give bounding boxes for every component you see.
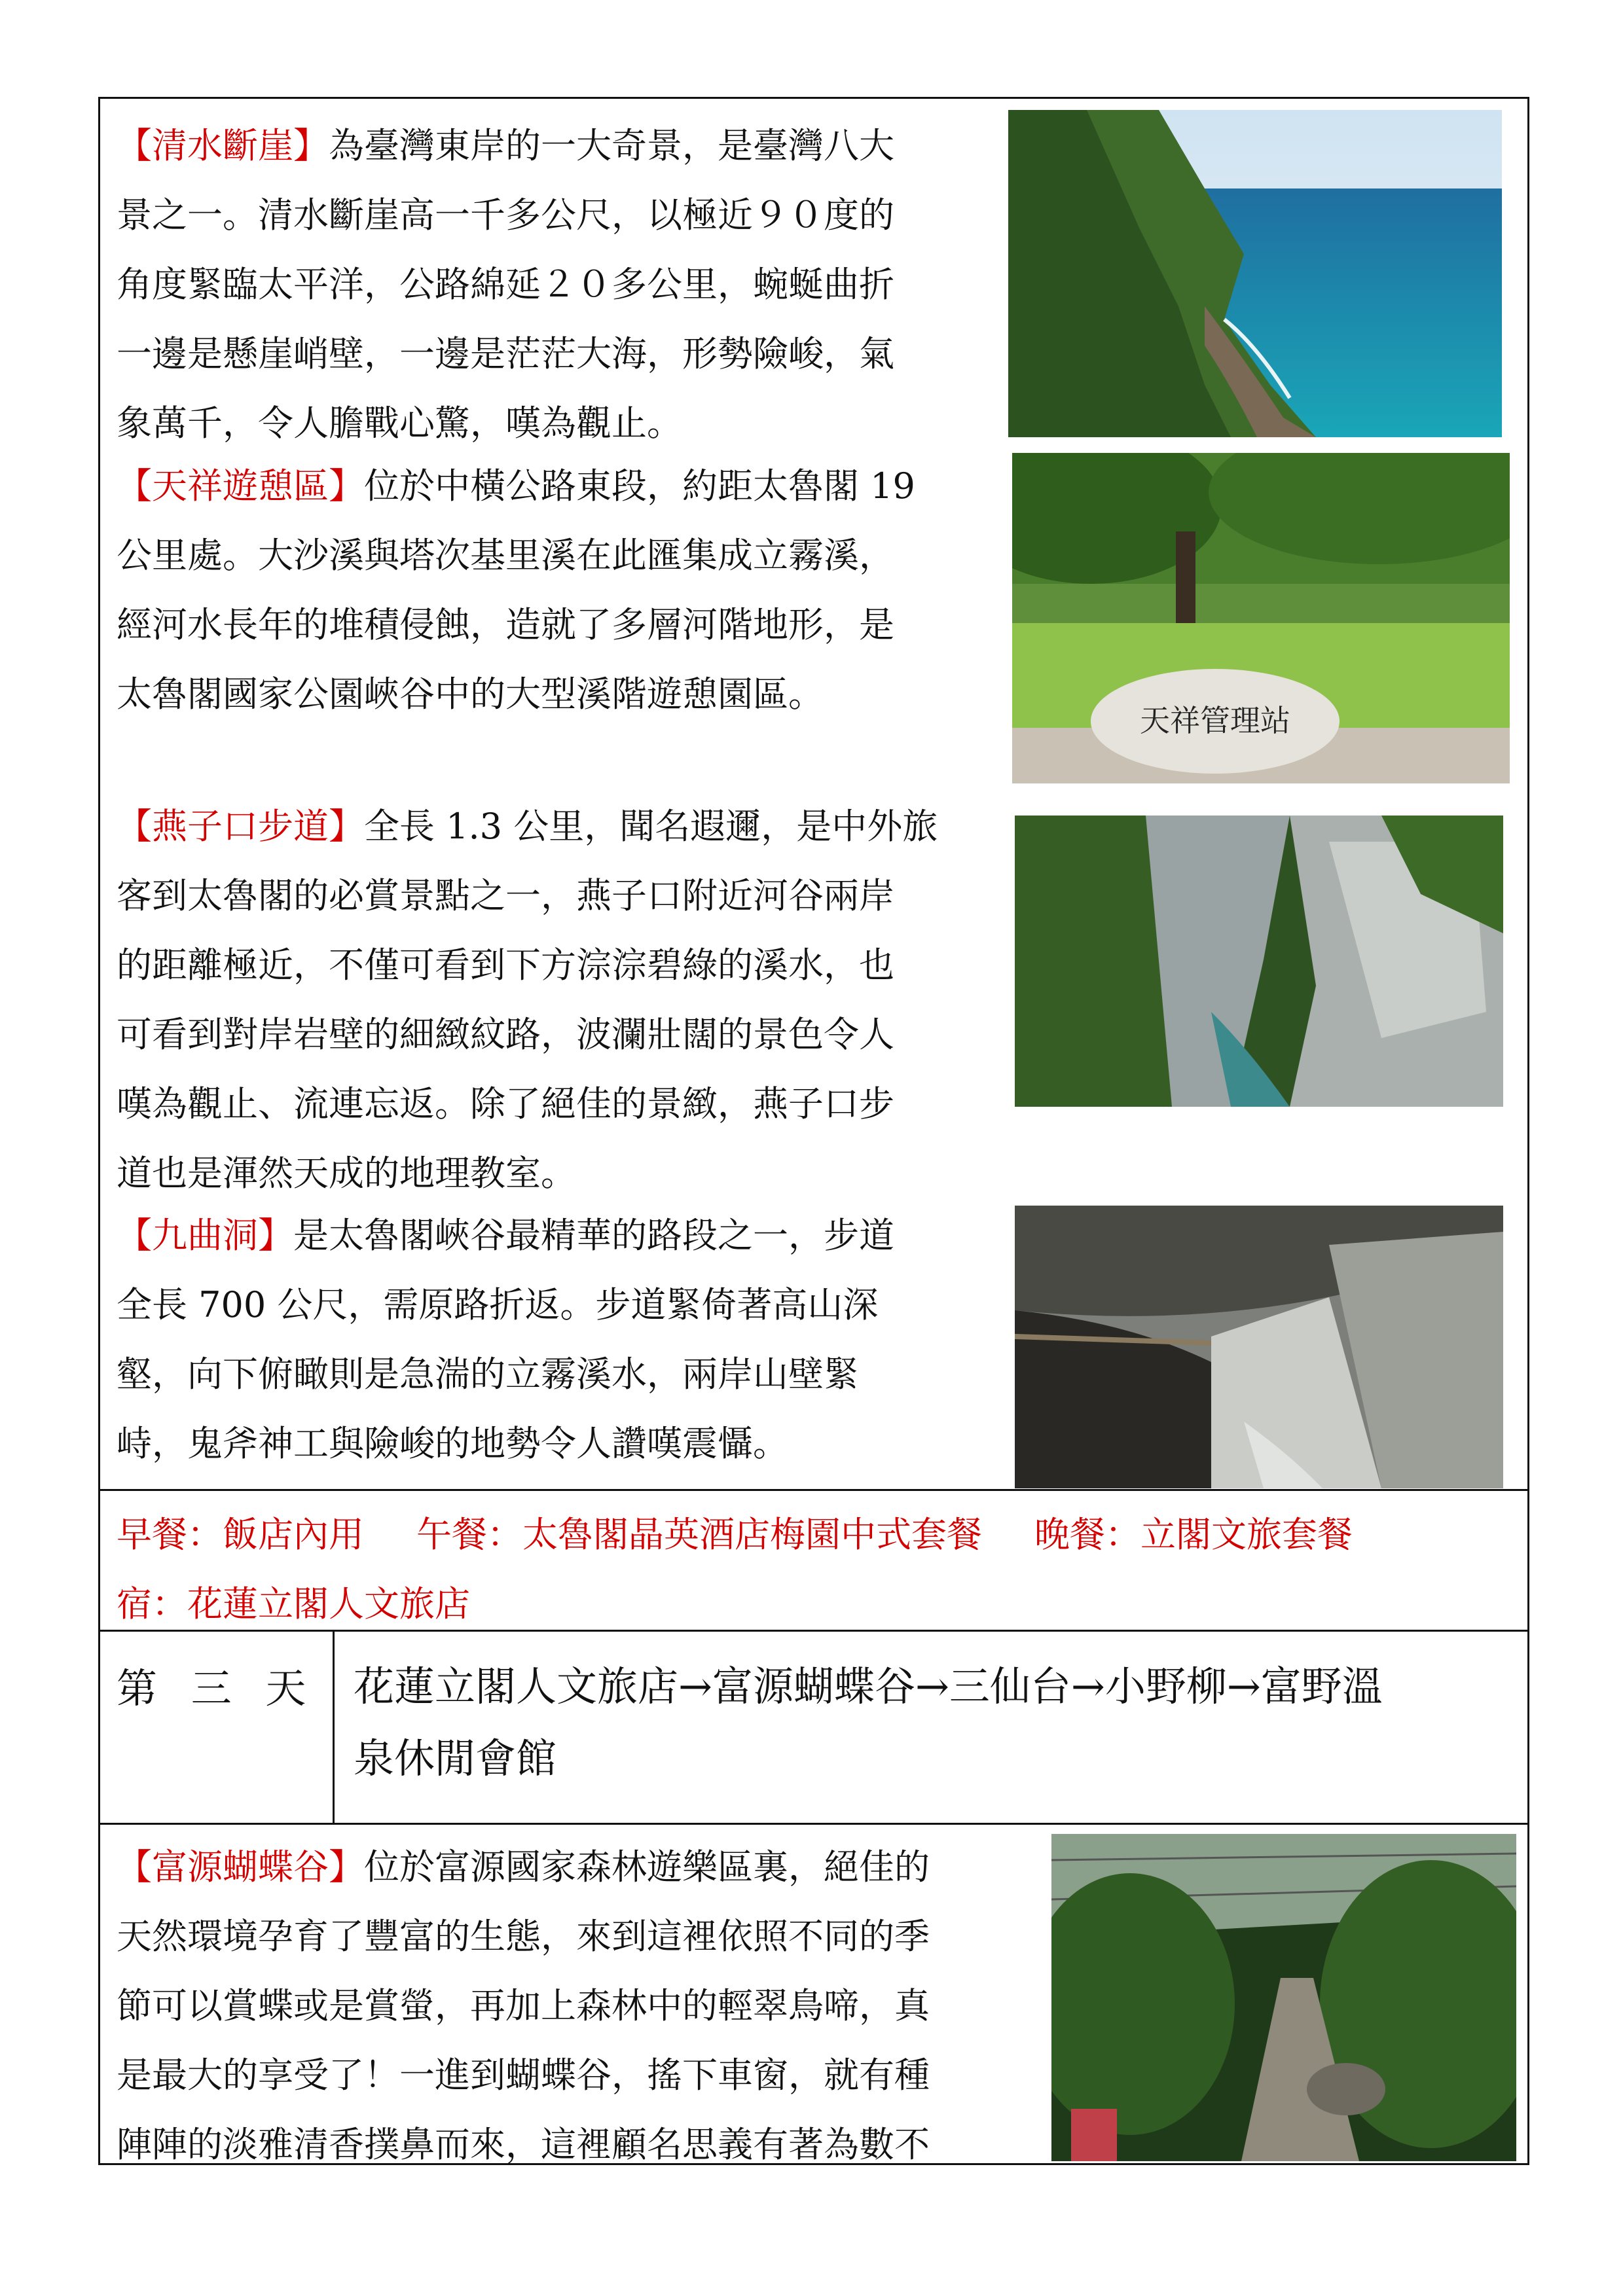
section-jiuqudong [117, 1201, 894, 1479]
text-line: 景之一。清水斷崖高一千多公尺，以極近９０度的 [117, 194, 894, 236]
section-title: 【富源蝴蝶谷】 [117, 1846, 364, 1888]
breakfast-text: 早餐：飯店內用 [117, 1514, 364, 1555]
section-qingshui [117, 111, 894, 458]
dinner-text: 晚餐：立閣文旅套餐 [1034, 1514, 1353, 1555]
text-line: 經河水長年的堆積侵蝕，造就了多層河階地形，是 [117, 604, 894, 645]
photo-qingshui-cliff [1008, 110, 1502, 437]
text-line: 太魯閣國家公園峽谷中的大型溪階遊憩園區。 [117, 673, 824, 715]
text-line: 可看到對岸岩壁的細緻紋路，波瀾壯闊的景色令人 [117, 1014, 894, 1055]
photo-jiuqudong-tunnel [1015, 1206, 1503, 1488]
text-line: 客到太魯閣的必賞景點之一，燕子口附近河谷兩岸 [117, 875, 894, 916]
text-line: 為臺灣東岸的一大奇景，是臺灣八大 [329, 125, 894, 166]
text-line: 壑，向下俯瞰則是急湍的立霧溪水，兩岸山壁緊 [117, 1354, 859, 1395]
row-divider-meals [98, 1489, 1529, 1491]
meals-row [117, 1500, 1511, 1639]
text-line: 位於中橫公路東段，約距太魯閣 19 [364, 465, 915, 507]
text-line: 節可以賞蝶或是賞螢，再加上森林中的輕翠鳥啼，真 [117, 1985, 930, 2026]
section-title: 【九曲洞】 [117, 1215, 293, 1256]
photo-tianxiang-station [1012, 453, 1510, 783]
day-route [354, 1651, 1506, 1795]
row-divider-section5 [98, 1823, 1529, 1825]
section-tianxiang [117, 452, 915, 729]
section-title: 【天祥遊憩區】 [117, 465, 364, 507]
text-line: 一邊是懸崖峭壁，一邊是茫茫大海，形勢險峻，氣 [117, 333, 894, 374]
photo-yanzikou-gorge [1015, 816, 1503, 1107]
text-line: 峙，鬼斧神工與險峻的地勢令人讚嘆震懾。 [117, 1423, 788, 1464]
lunch-text: 午餐：太魯閣晶英酒店梅園中式套餐 [416, 1514, 982, 1555]
text-line: 的距離極近，不僅可看到下方淙淙碧綠的溪水，也 [117, 944, 894, 986]
text-line: 是太魯閣峽谷最精華的路段之一，步道 [293, 1215, 894, 1256]
text-line: 位於富源國家森林遊樂區裏，絕佳的 [364, 1846, 930, 1888]
text-line: 陣陣的淡雅清香撲鼻而來，這裡顧名思義有著為數不 [117, 2124, 930, 2165]
section-title: 【燕子口步道】 [117, 806, 364, 847]
photo-fuyuan-butterfly-valley [1051, 1834, 1516, 2161]
text-line: 道也是渾然天成的地理教室。 [117, 1153, 576, 1194]
route-line: 花蓮立閣人文旅店→富源蝴蝶谷→三仙台→小野柳→富野溫 [354, 1662, 1383, 1710]
text-line: 公里處。大沙溪與塔次基里溪在此匯集成立霧溪， [117, 535, 894, 576]
text-line: 象萬千，令人膽戰心驚，嘆為觀止。 [117, 403, 682, 444]
section-title: 【清水斷崖】 [117, 125, 329, 166]
day-column-divider [333, 1630, 335, 1823]
text-line: 角度緊臨太平洋，公路綿延２０多公里，蜿蜒曲折 [117, 264, 894, 305]
lodging-text: 宿：花蓮立閣人文旅店 [117, 1583, 470, 1624]
route-line: 泉休閒會館 [354, 1734, 557, 1782]
text-line: 嘆為觀止、流連忘返。除了絕佳的景緻，燕子口步 [117, 1083, 894, 1124]
text-line: 天然環境孕育了豐富的生態，來到這裡依照不同的季 [117, 1916, 930, 1957]
section-yanzikou [117, 792, 938, 1208]
text-line: 是最大的享受了！一進到蝴蝶谷，搖下車窗，就有種 [117, 2054, 930, 2096]
station-sign-text: 天祥管理站 [1140, 703, 1290, 738]
text-line: 全長 1.3 公里，聞名遐邇，是中外旅 [364, 806, 938, 847]
day-label: 第 三 天 [117, 1664, 317, 1712]
section-fuyuan [117, 1833, 930, 2179]
text-line: 全長 700 公尺，需原路折返。步道緊倚著高山深 [117, 1284, 879, 1325]
